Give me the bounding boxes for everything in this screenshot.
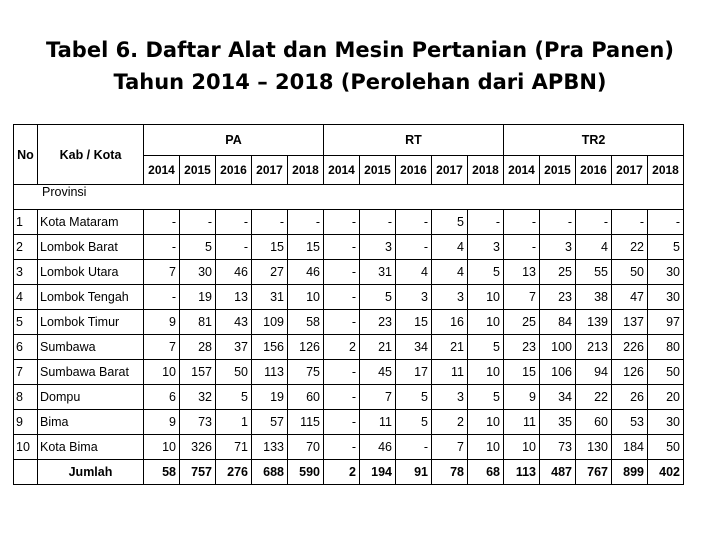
table-cell: 26 <box>612 385 648 410</box>
table-row <box>14 260 684 285</box>
row-region-name: Lombok Barat <box>38 235 144 260</box>
table-cell: 5 <box>216 385 252 410</box>
total-row <box>14 460 684 485</box>
table-cell: 10 <box>468 435 504 460</box>
table-cell: 137 <box>612 310 648 335</box>
table-cell: 45 <box>360 360 396 385</box>
table-cell: 43 <box>216 310 252 335</box>
table-cell: 7 <box>360 385 396 410</box>
table-cell: 7 <box>504 285 540 310</box>
table-cell: - <box>144 235 180 260</box>
table-cell: 34 <box>540 385 576 410</box>
table-cell: 27 <box>252 260 288 285</box>
header-no: No <box>14 125 38 185</box>
table-cell: 17 <box>396 360 432 385</box>
table-cell: - <box>216 210 252 235</box>
year-header-tr2-2014: 2014 <box>504 156 540 185</box>
table-cell: 25 <box>540 260 576 285</box>
table-cell: 75 <box>288 360 324 385</box>
table-cell: 22 <box>612 235 648 260</box>
table-cell: 50 <box>648 435 684 460</box>
table-cell: 6 <box>144 385 180 410</box>
provinsi-label: Provinsi <box>42 185 87 199</box>
table-cell: 53 <box>612 410 648 435</box>
table-cell: - <box>288 210 324 235</box>
table-cell: 31 <box>252 285 288 310</box>
table-cell: 23 <box>360 310 396 335</box>
year-header-pa-2017: 2017 <box>252 156 288 185</box>
table-cell: 81 <box>180 310 216 335</box>
table-cell: 9 <box>144 310 180 335</box>
table-cell: 3 <box>468 235 504 260</box>
table-cell: 10 <box>144 435 180 460</box>
header-kab-kota: Kab / Kota <box>38 125 144 185</box>
table-cell: 326 <box>180 435 216 460</box>
table-cell: 4 <box>432 260 468 285</box>
table-cell: 4 <box>576 235 612 260</box>
total-cell: 68 <box>468 460 504 485</box>
row-number: 1 <box>14 210 38 235</box>
table-cell: 9 <box>144 410 180 435</box>
table-cell: - <box>612 210 648 235</box>
table-cell: 7 <box>144 260 180 285</box>
table-cell: 184 <box>612 435 648 460</box>
table-cell: 47 <box>612 285 648 310</box>
total-cell: 78 <box>432 460 468 485</box>
year-header-rt-2015: 2015 <box>360 156 396 185</box>
row-number: 6 <box>14 335 38 360</box>
table-cell: 50 <box>648 360 684 385</box>
table-cell: 106 <box>540 360 576 385</box>
row-number: 8 <box>14 385 38 410</box>
table-cell: 32 <box>180 385 216 410</box>
year-header-tr2-2018: 2018 <box>648 156 684 185</box>
table-cell: 15 <box>504 360 540 385</box>
header-group-pa: PA <box>144 125 324 156</box>
table-cell: 7 <box>432 435 468 460</box>
table-cell: 15 <box>396 310 432 335</box>
table-row <box>14 310 684 335</box>
table-cell: - <box>144 210 180 235</box>
table-cell: 94 <box>576 360 612 385</box>
table-cell: 38 <box>576 285 612 310</box>
table-cell: 9 <box>504 385 540 410</box>
total-cell: 899 <box>612 460 648 485</box>
table-cell: 1 <box>216 410 252 435</box>
table-cell: 5 <box>468 335 504 360</box>
table-cell: 3 <box>432 285 468 310</box>
row-region-name: Bima <box>38 410 144 435</box>
table-row <box>14 410 684 435</box>
table-cell: 34 <box>396 335 432 360</box>
table-cell: - <box>468 210 504 235</box>
row-region-name: Dompu <box>38 385 144 410</box>
table-cell: 46 <box>288 260 324 285</box>
table-cell: - <box>504 210 540 235</box>
table-cell: - <box>324 410 360 435</box>
table-cell: 60 <box>576 410 612 435</box>
table-cell: 21 <box>432 335 468 360</box>
table-cell: - <box>324 210 360 235</box>
year-header-pa-2014: 2014 <box>144 156 180 185</box>
table-cell: 11 <box>360 410 396 435</box>
table-cell: 10 <box>468 360 504 385</box>
year-header-tr2-2015: 2015 <box>540 156 576 185</box>
table-cell: - <box>648 210 684 235</box>
table-cell: 100 <box>540 335 576 360</box>
total-cell: 688 <box>252 460 288 485</box>
table-cell: - <box>324 260 360 285</box>
row-region-name: Sumbawa Barat <box>38 360 144 385</box>
table-cell: - <box>360 210 396 235</box>
row-number: 7 <box>14 360 38 385</box>
row-region-name: Lombok Utara <box>38 260 144 285</box>
table-cell: - <box>252 210 288 235</box>
year-header-pa-2018: 2018 <box>288 156 324 185</box>
table-cell: 5 <box>468 260 504 285</box>
table-cell: - <box>396 435 432 460</box>
table-cell: - <box>324 310 360 335</box>
table-cell: - <box>324 360 360 385</box>
page-title <box>0 34 720 98</box>
row-region-name: Kota Mataram <box>38 210 144 235</box>
total-cell: 194 <box>360 460 396 485</box>
table-cell: - <box>396 235 432 260</box>
total-cell: 487 <box>540 460 576 485</box>
equipment-table <box>13 124 684 485</box>
table-cell: 5 <box>396 410 432 435</box>
table-cell: 5 <box>396 385 432 410</box>
table-cell: 10 <box>504 435 540 460</box>
table-cell: 73 <box>180 410 216 435</box>
table-cell: 130 <box>576 435 612 460</box>
table-cell: - <box>396 210 432 235</box>
table-cell: 55 <box>576 260 612 285</box>
table-cell: 21 <box>360 335 396 360</box>
row-region-name: Lombok Tengah <box>38 285 144 310</box>
table-cell: 15 <box>288 235 324 260</box>
table-cell: - <box>540 210 576 235</box>
row-region-name: Lombok Timur <box>38 310 144 335</box>
table-cell: 15 <box>252 235 288 260</box>
table-cell: 37 <box>216 335 252 360</box>
header-provinsi <box>14 185 684 210</box>
total-cell: 402 <box>648 460 684 485</box>
table-row <box>14 285 684 310</box>
table-cell: 11 <box>432 360 468 385</box>
year-header-pa-2016: 2016 <box>216 156 252 185</box>
table-cell: 2 <box>324 335 360 360</box>
row-number: 2 <box>14 235 38 260</box>
table-cell: 25 <box>504 310 540 335</box>
table-cell: 126 <box>288 335 324 360</box>
table-cell: 71 <box>216 435 252 460</box>
total-cell: 2 <box>324 460 360 485</box>
table-cell: - <box>216 235 252 260</box>
total-cell: 590 <box>288 460 324 485</box>
table-cell: 109 <box>252 310 288 335</box>
table-cell: 16 <box>432 310 468 335</box>
table-cell: 3 <box>396 285 432 310</box>
table-cell: 60 <box>288 385 324 410</box>
total-cell: 767 <box>576 460 612 485</box>
table-cell: 58 <box>288 310 324 335</box>
total-cell: 58 <box>144 460 180 485</box>
table-cell: 13 <box>216 285 252 310</box>
table-cell: - <box>504 235 540 260</box>
row-region-name: Kota Bima <box>38 435 144 460</box>
table-cell: 157 <box>180 360 216 385</box>
table-cell: 20 <box>648 385 684 410</box>
table-cell: 5 <box>468 385 504 410</box>
table-cell: 84 <box>540 310 576 335</box>
table-cell: - <box>324 285 360 310</box>
total-cell: 91 <box>396 460 432 485</box>
table-cell: 133 <box>252 435 288 460</box>
table-row <box>14 385 684 410</box>
row-number: 3 <box>14 260 38 285</box>
table-cell: 11 <box>504 410 540 435</box>
table-cell: 19 <box>180 285 216 310</box>
table-cell: 31 <box>360 260 396 285</box>
table-cell: 3 <box>360 235 396 260</box>
table-row <box>14 360 684 385</box>
table-cell: 70 <box>288 435 324 460</box>
table-cell: - <box>324 435 360 460</box>
table-cell: 10 <box>288 285 324 310</box>
table-cell: 226 <box>612 335 648 360</box>
title-line-2: Tahun 2014 – 2018 (Perolehan dari APBN) <box>113 70 607 94</box>
table-cell: 23 <box>504 335 540 360</box>
year-header-rt-2016: 2016 <box>396 156 432 185</box>
table-row <box>14 335 684 360</box>
year-header-pa-2015: 2015 <box>180 156 216 185</box>
table-cell: 5 <box>648 235 684 260</box>
table-row <box>14 235 684 260</box>
table-cell: - <box>180 210 216 235</box>
year-header-rt-2017: 2017 <box>432 156 468 185</box>
table-cell: 113 <box>252 360 288 385</box>
table-cell: 50 <box>612 260 648 285</box>
table-cell: 50 <box>216 360 252 385</box>
table-cell: 7 <box>144 335 180 360</box>
table-cell: 57 <box>252 410 288 435</box>
row-number: 5 <box>14 310 38 335</box>
table-cell: 30 <box>180 260 216 285</box>
table-cell: 22 <box>576 385 612 410</box>
table-cell: - <box>324 385 360 410</box>
total-label: Jumlah <box>38 460 144 485</box>
table-cell: 30 <box>648 410 684 435</box>
table-cell: 5 <box>432 210 468 235</box>
table-cell: - <box>324 235 360 260</box>
table-cell: 46 <box>360 435 396 460</box>
table-cell: - <box>576 210 612 235</box>
table-cell: 30 <box>648 285 684 310</box>
table-cell: 97 <box>648 310 684 335</box>
row-number: 10 <box>14 435 38 460</box>
table-row <box>14 210 684 235</box>
header-group-tr2: TR2 <box>504 125 684 156</box>
table-cell: 30 <box>648 260 684 285</box>
row-number: 9 <box>14 410 38 435</box>
year-header-tr2-2017: 2017 <box>612 156 648 185</box>
total-cell: 757 <box>180 460 216 485</box>
year-header-tr2-2016: 2016 <box>576 156 612 185</box>
table-cell: 19 <box>252 385 288 410</box>
year-header-rt-2018: 2018 <box>468 156 504 185</box>
table-cell: 23 <box>540 285 576 310</box>
table-cell: 3 <box>432 385 468 410</box>
table-cell: 2 <box>432 410 468 435</box>
table-row <box>14 435 684 460</box>
table-cell: 213 <box>576 335 612 360</box>
table-cell: 5 <box>360 285 396 310</box>
table-cell: 4 <box>432 235 468 260</box>
row-region-name: Sumbawa <box>38 335 144 360</box>
table-cell: 156 <box>252 335 288 360</box>
total-row-empty <box>14 460 38 485</box>
table-cell: 3 <box>540 235 576 260</box>
table-cell: 10 <box>468 410 504 435</box>
table-cell: 10 <box>468 285 504 310</box>
table-cell: 46 <box>216 260 252 285</box>
table-cell: 4 <box>396 260 432 285</box>
table-cell: 35 <box>540 410 576 435</box>
table-cell: 80 <box>648 335 684 360</box>
total-cell: 113 <box>504 460 540 485</box>
table-cell: 10 <box>468 310 504 335</box>
table-cell: 5 <box>180 235 216 260</box>
table-cell: 13 <box>504 260 540 285</box>
table-cell: 28 <box>180 335 216 360</box>
table-cell: 115 <box>288 410 324 435</box>
table-cell: 126 <box>612 360 648 385</box>
header-group-rt: RT <box>324 125 504 156</box>
table-cell: 10 <box>144 360 180 385</box>
table-cell: 73 <box>540 435 576 460</box>
year-header-rt-2014: 2014 <box>324 156 360 185</box>
title-line-1: Tabel 6. Daftar Alat dan Mesin Pertanian (Pra Panen) <box>46 38 674 62</box>
total-cell: 276 <box>216 460 252 485</box>
table-cell: - <box>144 285 180 310</box>
row-number: 4 <box>14 285 38 310</box>
table-cell: 139 <box>576 310 612 335</box>
